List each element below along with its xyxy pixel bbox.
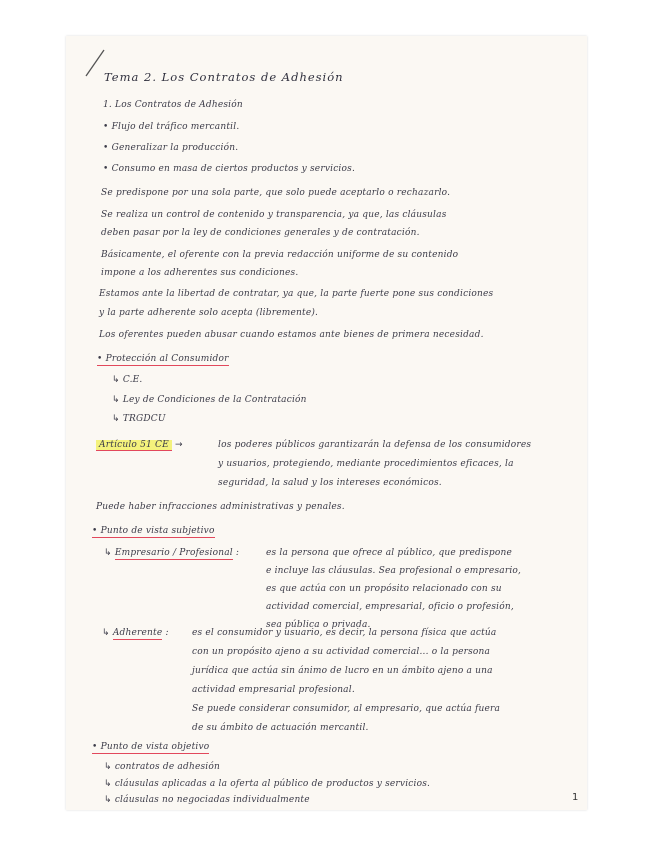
subsection-heading xyxy=(92,742,209,752)
definition-line: actividad empresarial profesional. xyxy=(192,685,355,695)
paragraph-line: Los oferentes pueden abusar cuando estamos ante bienes de primera necesidad. xyxy=(99,330,484,340)
arrow-icon: ↳ xyxy=(104,795,115,805)
paragraph-line: y la parte adherente solo acepta (libremente). xyxy=(99,308,319,318)
subsection-heading xyxy=(92,526,215,536)
definition-line: es que actúa con un propósito relacionado con su xyxy=(266,584,502,594)
sub-item xyxy=(104,795,310,805)
arrow-icon: ↳ xyxy=(112,414,123,424)
page-title: Tema 2. Los Contratos de Adhesión xyxy=(104,70,344,84)
sub-item xyxy=(104,762,220,772)
paragraph-line: deben pasar por la ley de condiciones generales y de contratación. xyxy=(101,228,420,238)
arrow-icon: ↳ xyxy=(112,395,123,405)
sub-item-label: TRGDCU xyxy=(122,414,166,424)
arrow-icon: ↳ xyxy=(104,762,115,772)
section-heading: 1. Los Contratos de Adhesión xyxy=(103,100,243,110)
paragraph-line: Básicamente, el oferente con la previa redacción uniforme de su contenido xyxy=(101,250,459,260)
article-label xyxy=(96,440,183,450)
subjective-heading-text: • Punto de vista subjetivo xyxy=(92,526,215,536)
definition-line: Se puede considerar consumidor, al empresario, que actúa fuera xyxy=(192,704,501,714)
definition-line: sea pública o privada. xyxy=(266,620,371,630)
article-line: y usuarios, protegiendo, mediante procedimientos eficaces, la xyxy=(218,459,514,469)
paragraph-line: Puede haber infracciones administrativas y penales. xyxy=(96,502,345,512)
sub-item-label: contratos de adhesión xyxy=(114,762,220,772)
article-label-text: Artículo 51 CE xyxy=(96,440,172,451)
sub-item-label: cláusulas no negociadas individualmente xyxy=(114,795,310,805)
definition-line: e incluye las cláusulas. Sea profesional o empresario, xyxy=(266,566,522,576)
protection-heading-text: • Protección al Consumidor xyxy=(97,354,229,364)
sub-item-label: Ley de Condiciones de la Contratación xyxy=(122,395,307,405)
definition-line: con un propósito ajeno a su actividad comercial... o la persona xyxy=(192,647,491,657)
sub-item-label: cláusulas aplicadas a la oferta al público de productos y servicios. xyxy=(114,779,431,789)
arrow-icon: ↳ xyxy=(104,779,115,789)
article-line: los poderes públicos garantizarán la defensa de los consumidores xyxy=(218,440,532,450)
sub-item xyxy=(112,375,142,385)
paragraph-line: Estamos ante la libertad de contratar, ya que, la parte fuerte pone sus condiciones xyxy=(99,289,494,299)
sub-item-label: C.E. xyxy=(122,375,143,385)
paragraph-line: Se realiza un control de contenido y transparencia, ya que, las cláusulas xyxy=(101,210,447,220)
arrow-icon: ↳ xyxy=(112,375,123,385)
sub-item xyxy=(112,395,307,405)
adherent-label: Adherente xyxy=(112,628,163,638)
definition-line: jurídica que actúa sin ánimo de lucro en un ámbito ajeno a una xyxy=(192,666,493,676)
article-line: seguridad, la salud y los intereses económicos. xyxy=(218,478,442,488)
margin-slash-mark xyxy=(84,48,106,78)
definition-line: es la persona que ofrece al público, que predispone xyxy=(266,548,512,558)
paragraph-line: impone a los adherentes sus condiciones. xyxy=(101,268,299,278)
role-label xyxy=(102,628,169,638)
bullet-item: • Flujo del tráfico mercantil. xyxy=(103,122,240,132)
subsection-heading xyxy=(97,354,229,364)
colon-mark: : xyxy=(165,628,169,638)
definition-line: de su ámbito de actuación mercantil. xyxy=(192,723,369,733)
sub-item xyxy=(104,779,430,789)
arrow-icon: ↳ xyxy=(104,548,115,558)
paragraph-line: Se predispone por una sola parte, que solo puede aceptarlo o rechazarlo. xyxy=(101,188,451,198)
arrow-icon: ↳ xyxy=(102,628,113,638)
objective-heading-text: • Punto de vista objetivo xyxy=(92,742,210,752)
definition-line: actividad comercial, empresarial, oficio o profesión, xyxy=(266,602,514,612)
bullet-item: • Generalizar la producción. xyxy=(103,143,239,153)
sub-item xyxy=(112,414,166,424)
definition-line: es el consumidor y usuario, es decir, la persona física que actúa xyxy=(192,628,497,638)
colon-mark: : xyxy=(235,548,240,558)
role-label xyxy=(104,548,239,558)
arrow-right-icon: → xyxy=(174,440,183,450)
employer-label: Empresario / Profesional xyxy=(114,548,233,558)
page-number: 1 xyxy=(572,792,579,803)
bullet-item: • Consumo en masa de ciertos productos y servicios. xyxy=(103,164,356,174)
